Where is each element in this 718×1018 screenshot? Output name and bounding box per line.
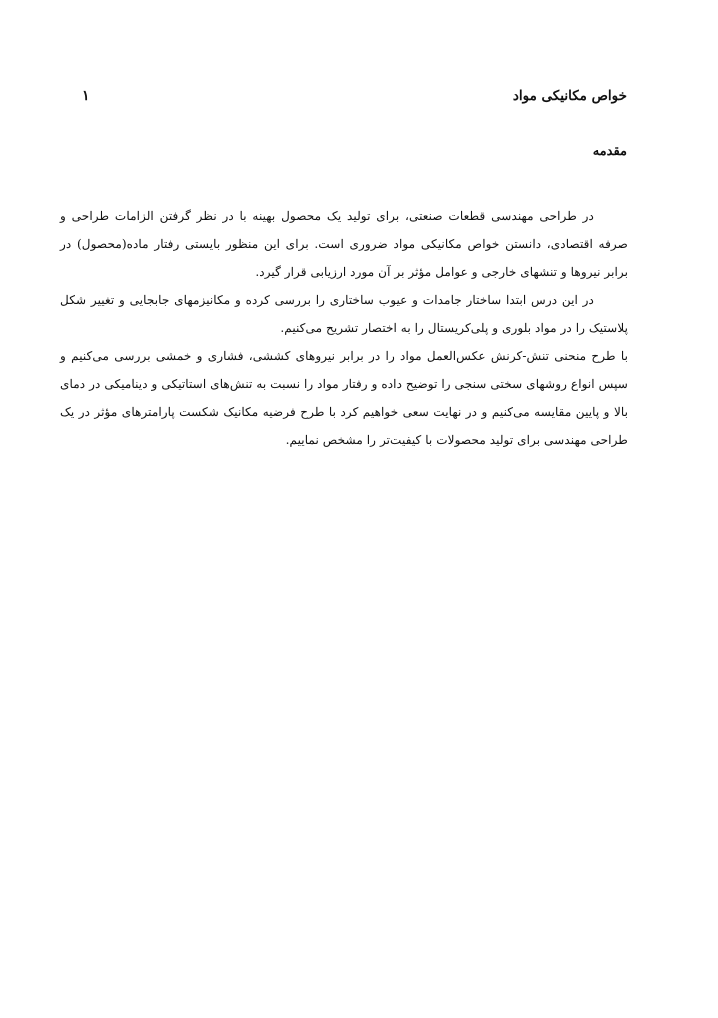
paragraph-1: در طراحی مهندسی قطعات صنعتی، برای تولید یک محصول بهینه با در نظر گرفتن الزامات طراحی و صرفه اقتصادی، دانستن خواص مکانیکی مواد ضروری است. برای این منظور بایستی رفتار ماده(محصول) در برابر نیروها و تنشهای خارجی و عوامل مؤثر بر آن مورد ارزیابی قرار گیرد. — [60, 209, 628, 279]
page-header — [82, 84, 627, 108]
paragraph-2: در این درس ابتدا ساختار جامدات و عیوب ساختاری را بررسی کرده و مکانیزمهای جابجایی و تغییر شکل پلاستیک را در مواد بلوری و پلی‌کریستال را به اختصار تشریح می‌کنیم. — [60, 293, 628, 335]
section-heading: مقدمه — [592, 144, 627, 159]
page-number: ۱ — [82, 88, 90, 104]
header-title: خواص مکانیکی مواد — [512, 88, 627, 104]
paragraph-3: با طرح منحنی تنش-کرنش عکس‌العمل مواد را در برابر نیروهای کششی، فشاری و خمشی بررسی می‌کنیم و سپس انواع روشهای سختی سنجی را توضیح داده و رفتار مواد را نسبت به تنش‌های استاتیکی و دینامیکی در دمای بالا و پایین مقایسه می‌کنیم و در نهایت سعی خواهیم کرد با طرح فرضیه مکانیک شکست پارامترهای مؤثر در یک طراحی مهندسی برای تولید محصولات با کیفیت‌تر را مشخص نماییم. — [60, 349, 628, 447]
body-text — [60, 202, 628, 454]
